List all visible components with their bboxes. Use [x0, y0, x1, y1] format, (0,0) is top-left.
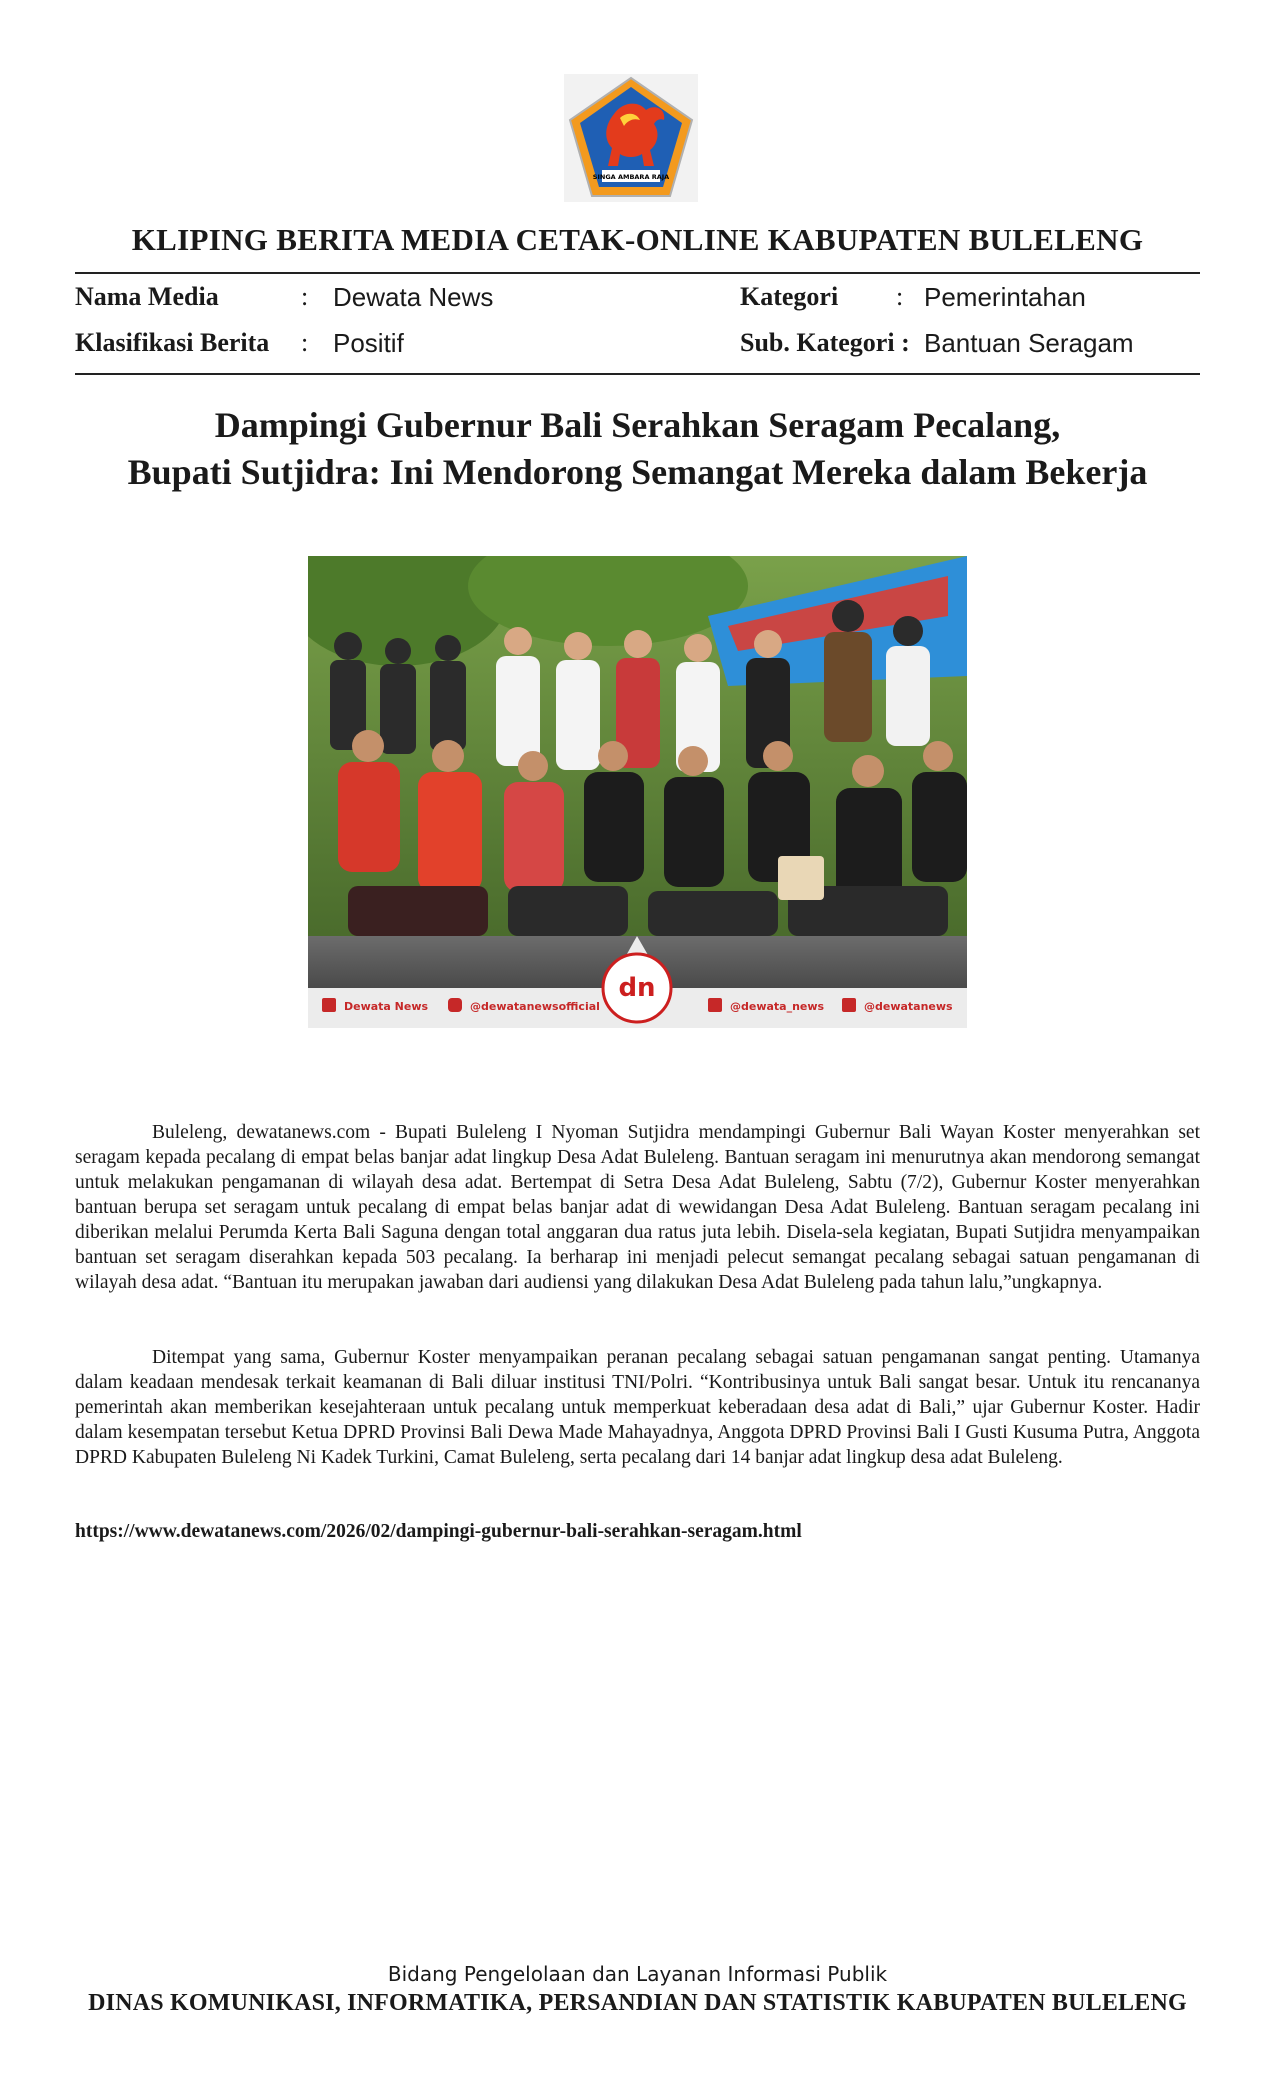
meta-row-kategori	[740, 282, 1200, 316]
social-facebook-label: Dewata News	[344, 1000, 429, 1013]
buleleng-regency-emblem	[564, 74, 698, 202]
article-headline	[75, 402, 1200, 496]
divider-top	[75, 272, 1200, 274]
headline-line-1: Dampingi Gubernur Bali Serahkan Seragam Pecalang,	[214, 405, 1061, 445]
footer-department: Bidang Pengelolaan dan Layanan Informasi Publik	[387, 1962, 888, 1986]
footer-agency: DINAS KOMUNIKASI, INFORMATIKA, PERSANDIAN DAN STATISTIK KABUPATEN BULELENG	[88, 1990, 1187, 2016]
emblem-motto: SINGA AMBARA RAJA	[592, 173, 670, 181]
nama-media-label: Nama Media	[75, 282, 219, 311]
twitter-icon	[708, 998, 722, 1012]
document-title: KLIPING BERITA MEDIA CETAK-ONLINE KABUPATEN BULELENG	[131, 222, 1144, 257]
klasifikasi-label: Klasifikasi Berita	[75, 328, 270, 357]
meta-row-klasifikasi	[75, 328, 635, 362]
kategori-value: Pemerintahan	[924, 282, 1086, 312]
klasifikasi-value: Positif	[333, 328, 404, 358]
sub-kategori-value: Bantuan Seragam	[924, 328, 1134, 358]
social-twitter-label: @dewata_news	[730, 1000, 825, 1013]
emblem-graphic	[564, 74, 698, 202]
article-photo	[308, 556, 967, 1028]
nama-media-value: Dewata News	[333, 282, 494, 312]
social-instagram-label: @dewatanewsofficial	[470, 1000, 600, 1013]
article-paragraph-1: Buleleng, dewatanews.com - Bupati Buleleng I Nyoman Sutjidra mendampingi Gubernur Bali Wayan Koster menyerahkan set seragam kepada pecalang di empat belas banjar adat lingkup Desa Adat Buleleng. Bantuan seragam ini menurutnya akan mendorong semangat untuk melakukan pengamanan di wilayah desa adat. Bertempat di Setra Desa Adat Buleleng, Sabtu (7/2), Gubernur Koster menyerahkan bantuan berupa set seragam untuk pecalang di empat belas banjar adat di wewidangan Desa Adat Buleleng. Bantuan seragam pecalang ini diberikan melalui Perumda Kerta Bali Saguna dengan total anggaran dua ratus juta lebih. Disela-sela kegiatan, Bupati Sutjidra menyampaikan bantuan set seragam diserahkan kepada 503 pecalang. Ia berharap ini menjadi pelecut semangat pecalang sebagai satuan pengamanan di wilayah desa adat. “Bantuan itu merupakan jawaban dari audiensi yang dilakukan Desa Adat Buleleng pada tahun lalu,”ungkapnya.	[75, 1122, 1200, 1293]
sub-kategori-label: Sub. Kategori :	[740, 328, 910, 357]
instagram-icon	[448, 998, 462, 1012]
colon: :	[301, 282, 309, 311]
social-tiktok-label: @dewatanews	[864, 1000, 953, 1013]
meta-row-sub-kategori	[740, 328, 1200, 362]
tiktok-icon	[842, 998, 856, 1012]
kategori-label: Kategori	[740, 282, 839, 311]
meta-row-nama-media	[75, 282, 635, 316]
headline-line-2: Bupati Sutjidra: Ini Mendorong Semangat Mereka dalam Bekerja	[127, 452, 1148, 492]
divider-bottom	[75, 373, 1200, 375]
photo-illustration	[308, 556, 967, 1028]
colon: :	[896, 282, 904, 311]
article-paragraph-2: Ditempat yang sama, Gubernur Koster menyampaikan peranan pecalang sebagai satuan pengamanan sangat penting. Utamanya dalam keadaan mendesak terkait keamanan di Bali diluar institusi TNI/Polri. “Kontribusinya untuk Bali sangat besar. Untuk itu rencananya pemerintah akan memberikan kesejahteraan untuk pecalang untuk memperkuat keberadaan desa adat di Bali,” ujar Gubernur Koster. Hadir dalam kesempatan tersebut Ketua DPRD Provinsi Bali Dewa Made Mahayadnya, Anggota DPRD Provinsi Bali I Gusti Kusuma Putra, Anggota DPRD Kabupaten Buleleng Ni Kadek Turkini, Camat Buleleng, serta pecalang dari 14 banjar adat lingkup desa adat Buleleng.	[75, 1347, 1200, 1468]
facebook-icon	[322, 998, 336, 1012]
dewata-news-logo: dn	[618, 973, 656, 1003]
source-url-link[interactable]: https://www.dewatanews.com/2026/02/dampingi-gubernur-bali-serahkan-seragam.html	[75, 1521, 802, 1542]
colon: :	[301, 328, 309, 357]
